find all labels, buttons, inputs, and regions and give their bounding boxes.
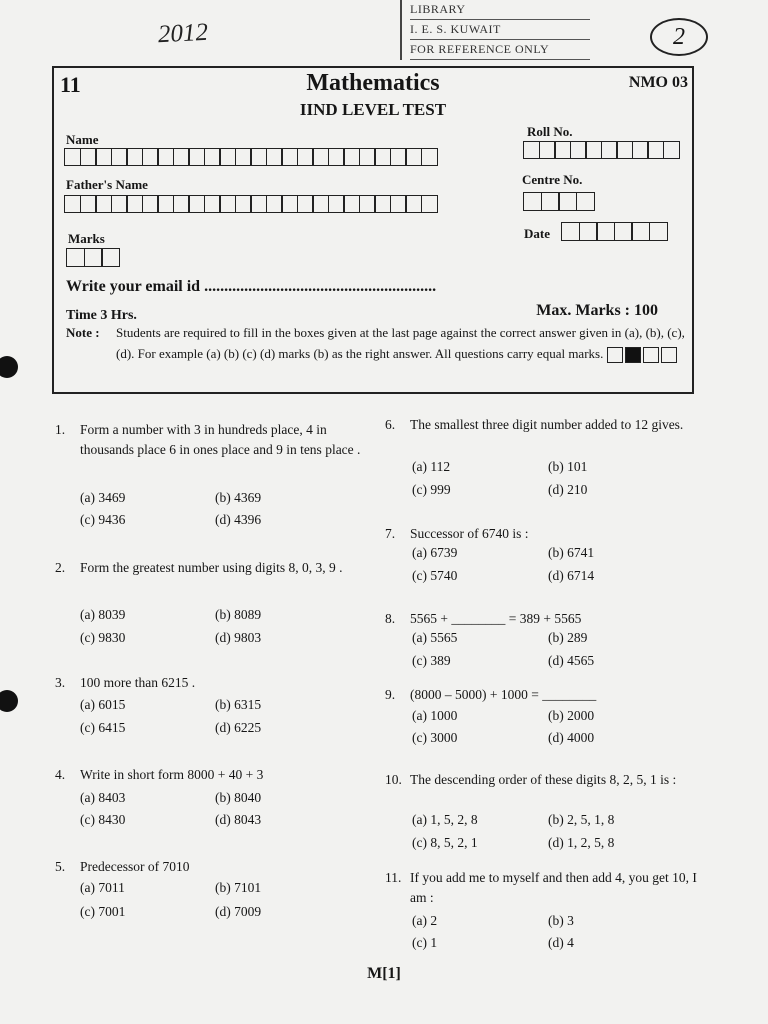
question-number: 2. xyxy=(55,560,66,575)
handwritten-year: 2012 xyxy=(157,18,209,49)
option-a[interactable]: (a) 1000 xyxy=(412,708,458,723)
entry-box[interactable] xyxy=(312,148,329,166)
entry-box[interactable] xyxy=(95,148,112,166)
entry-box[interactable] xyxy=(328,148,345,166)
entry-box[interactable] xyxy=(64,148,81,166)
entry-box[interactable] xyxy=(111,148,128,166)
question-2 xyxy=(55,558,375,578)
entry-box[interactable] xyxy=(84,248,103,267)
date-label: Date xyxy=(524,226,550,241)
entry-box[interactable] xyxy=(204,195,221,213)
option-c[interactable]: (c) 999 xyxy=(412,482,451,497)
option-c[interactable]: (c) 9436 xyxy=(80,512,126,527)
question-number: 11. xyxy=(385,870,402,885)
centre-label: Centre No. xyxy=(522,172,583,187)
question-text: The descending order of these digits 8, 2, 5, 1 is : xyxy=(410,772,677,787)
date-boxes[interactable] xyxy=(561,222,666,241)
entry-box[interactable] xyxy=(374,148,391,166)
entry-box[interactable] xyxy=(173,195,190,213)
entry-box[interactable] xyxy=(235,148,252,166)
option-c[interactable]: (c) 389 xyxy=(412,653,451,668)
question-9 xyxy=(385,685,700,705)
question-number: 3. xyxy=(55,675,66,690)
entry-box[interactable] xyxy=(343,195,360,213)
entry-box[interactable] xyxy=(405,195,422,213)
entry-box[interactable] xyxy=(421,195,438,213)
note-body: Students are required to fill in the boxes given at the last page against the correct answer given in (a), (b), (c), (d). For example (a) (b) (c) (d) marks (b) as the right answer. All questions carry equal marks. xyxy=(116,325,685,361)
entry-box[interactable] xyxy=(101,248,120,267)
option-b[interactable]: (b) 7101 xyxy=(215,880,262,895)
option-c[interactable]: (c) 7001 xyxy=(80,904,126,919)
question-10 xyxy=(385,770,700,790)
option-d[interactable]: (d) 8043 xyxy=(215,812,262,827)
class-number: 11 xyxy=(60,72,81,97)
entry-box[interactable] xyxy=(80,148,97,166)
option-c[interactable]: (c) 9830 xyxy=(80,630,126,645)
question-text: The smallest three digit number added to 12 gives. xyxy=(410,417,684,432)
question-text: If you add me to myself and then add 4, you get 10, I am : xyxy=(410,870,697,905)
father-label: Father's Name xyxy=(66,177,148,192)
entry-box[interactable] xyxy=(281,195,298,213)
option-c[interactable]: (c) 1 xyxy=(412,935,438,950)
entry-box[interactable] xyxy=(250,148,267,166)
question-5 xyxy=(55,857,375,877)
option-d[interactable]: (d) 210 xyxy=(548,482,588,497)
question-text: Write in short form 8000 + 40 + 3 xyxy=(80,767,264,782)
option-d[interactable]: (d) 6225 xyxy=(215,720,262,735)
question-text: Successor of 6740 is : xyxy=(410,526,529,541)
question-text: Form a number with 3 in hundreds place, 4 in thousands place 6 in ones place and 9 in tens place . xyxy=(80,422,361,457)
option-b[interactable]: (b) 101 xyxy=(548,459,588,474)
option-c[interactable]: (c) 6415 xyxy=(80,720,126,735)
entry-box[interactable] xyxy=(523,141,540,159)
name-boxes[interactable] xyxy=(64,148,436,166)
entry-box[interactable] xyxy=(266,195,283,213)
question-8 xyxy=(385,609,700,629)
question-text: Form the greatest number using digits 8, 0, 3, 9 . xyxy=(80,560,343,575)
option-b[interactable]: (b) 4369 xyxy=(215,490,262,505)
header-box xyxy=(52,66,694,394)
option-b[interactable]: (b) 3 xyxy=(548,913,574,928)
subject-title: Mathematics xyxy=(306,70,440,96)
entry-box[interactable] xyxy=(405,148,422,166)
question-3 xyxy=(55,673,375,693)
option-c[interactable]: (c) 8430 xyxy=(80,812,126,827)
example-mark-boxes xyxy=(607,347,679,363)
option-b[interactable]: (b) 8089 xyxy=(215,607,262,622)
option-d[interactable]: (d) 6714 xyxy=(548,568,595,583)
entry-box[interactable] xyxy=(576,192,595,211)
option-d[interactable]: (d) 4396 xyxy=(215,512,262,527)
marks-label: Marks xyxy=(68,231,105,246)
entry-box[interactable] xyxy=(390,148,407,166)
entry-box[interactable] xyxy=(374,195,391,213)
entry-box[interactable] xyxy=(328,195,345,213)
entry-box[interactable] xyxy=(614,222,633,241)
entry-box[interactable] xyxy=(157,148,174,166)
question-text: 100 more than 6215 . xyxy=(80,675,196,690)
question-number: 6. xyxy=(385,417,396,432)
option-a[interactable]: (a) 5565 xyxy=(412,630,458,645)
entry-box[interactable] xyxy=(554,141,571,159)
entry-box[interactable] xyxy=(632,141,649,159)
entry-box[interactable] xyxy=(235,195,252,213)
punch-hole xyxy=(0,690,18,712)
entry-box[interactable] xyxy=(188,195,205,213)
option-d[interactable]: (d) 4565 xyxy=(548,653,595,668)
entry-box[interactable] xyxy=(219,148,236,166)
entry-box[interactable] xyxy=(579,222,598,241)
question-number: 9. xyxy=(385,687,396,702)
question-1 xyxy=(55,420,375,460)
stamp-line-2: I. E. S. KUWAIT xyxy=(410,20,590,40)
entry-box[interactable] xyxy=(421,148,438,166)
option-c[interactable]: (c) 5740 xyxy=(412,568,458,583)
entry-box[interactable] xyxy=(204,148,221,166)
marks-boxes[interactable] xyxy=(66,248,119,267)
punch-hole xyxy=(0,356,18,378)
option-b[interactable]: (b) 6315 xyxy=(215,697,262,712)
question-number: 10. xyxy=(385,772,402,787)
max-marks: Max. Marks : 100 xyxy=(536,302,658,319)
entry-box[interactable] xyxy=(219,195,236,213)
question-11 xyxy=(385,868,700,908)
entry-box[interactable] xyxy=(157,195,174,213)
option-b[interactable]: (b) 2000 xyxy=(548,708,595,723)
option-d[interactable]: (d) 1, 2, 5, 8 xyxy=(548,835,615,850)
father-name-boxes[interactable] xyxy=(64,195,436,213)
entry-box[interactable] xyxy=(95,195,112,213)
entry-box[interactable] xyxy=(663,141,680,159)
entry-box[interactable] xyxy=(585,141,602,159)
option-a[interactable]: (a) 6739 xyxy=(412,545,458,560)
entry-box[interactable] xyxy=(250,195,267,213)
entry-box[interactable] xyxy=(126,195,143,213)
option-a[interactable]: (a) 112 xyxy=(412,459,451,474)
option-a[interactable]: (a) 1, 5, 2, 8 xyxy=(412,812,478,827)
entry-box[interactable] xyxy=(649,222,668,241)
entry-box[interactable] xyxy=(343,148,360,166)
entry-box[interactable] xyxy=(173,148,190,166)
note-label: Note : xyxy=(66,325,100,340)
page-footer: M[1] xyxy=(367,965,401,982)
option-a[interactable]: (a) 6015 xyxy=(80,697,126,712)
option-b[interactable]: (b) 6741 xyxy=(548,545,595,560)
question-6 xyxy=(385,415,700,435)
entry-box[interactable] xyxy=(266,148,283,166)
entry-box[interactable] xyxy=(66,248,85,267)
entry-box[interactable] xyxy=(390,195,407,213)
entry-box[interactable] xyxy=(558,192,577,211)
option-a[interactable]: (a) 8403 xyxy=(80,790,126,805)
option-d[interactable]: (d) 4 xyxy=(548,935,574,950)
question-number: 8. xyxy=(385,611,396,626)
entry-box[interactable] xyxy=(616,141,633,159)
question-number: 4. xyxy=(55,767,66,782)
entry-box[interactable] xyxy=(281,148,298,166)
question-text: 5565 + ________ = 389 + 5565 xyxy=(410,611,582,626)
centre-boxes[interactable] xyxy=(523,192,593,211)
roll-label: Roll No. xyxy=(527,124,573,139)
question-number: 1. xyxy=(55,422,66,437)
option-c[interactable]: (c) 3000 xyxy=(412,730,458,745)
entry-box[interactable] xyxy=(126,148,143,166)
entry-box[interactable] xyxy=(631,222,650,241)
entry-box[interactable] xyxy=(541,192,560,211)
option-b[interactable]: (b) 289 xyxy=(548,630,588,645)
option-d[interactable]: (d) 4000 xyxy=(548,730,595,745)
level-title: IIND LEVEL TEST xyxy=(299,100,447,119)
entry-box[interactable] xyxy=(142,195,159,213)
option-b[interactable]: (b) 2, 5, 1, 8 xyxy=(548,812,615,827)
option-d[interactable]: (d) 9803 xyxy=(215,630,262,645)
question-text: (8000 – 5000) + 1000 = ________ xyxy=(410,687,597,702)
entry-box[interactable] xyxy=(297,195,314,213)
roll-boxes[interactable] xyxy=(523,141,678,159)
question-number: 7. xyxy=(385,526,396,541)
entry-box[interactable] xyxy=(359,148,376,166)
question-4 xyxy=(55,765,375,785)
stamp-line-1: LIBRARY xyxy=(410,0,590,20)
option-a[interactable]: (a) 3469 xyxy=(80,490,126,505)
entry-box[interactable] xyxy=(64,195,81,213)
option-a[interactable]: (a) 7011 xyxy=(80,880,125,895)
entry-box[interactable] xyxy=(142,148,159,166)
paper-code: NMO 03 xyxy=(628,74,688,91)
question-7 xyxy=(385,524,700,544)
time-label: Time 3 Hrs. xyxy=(66,308,137,323)
email-field[interactable]: Write your email id .......................................................... xyxy=(66,278,437,295)
entry-box[interactable] xyxy=(80,195,97,213)
option-c[interactable]: (c) 8, 5, 2, 1 xyxy=(412,835,478,850)
entry-box[interactable] xyxy=(570,141,587,159)
page-number-circle: 2 xyxy=(650,18,708,56)
entry-box[interactable] xyxy=(359,195,376,213)
entry-box[interactable] xyxy=(297,148,314,166)
library-stamp xyxy=(400,0,590,60)
question-text: Predecessor of 7010 xyxy=(80,859,190,874)
question-number: 5. xyxy=(55,859,66,874)
entry-box[interactable] xyxy=(539,141,556,159)
stamp-line-3: FOR REFERENCE ONLY xyxy=(410,40,590,60)
entry-box[interactable] xyxy=(188,148,205,166)
option-a[interactable]: (a) 2 xyxy=(412,913,438,928)
option-a[interactable]: (a) 8039 xyxy=(80,607,126,622)
entry-box[interactable] xyxy=(312,195,329,213)
entry-box[interactable] xyxy=(596,222,615,241)
instructions-note xyxy=(66,322,685,361)
option-b[interactable]: (b) 8040 xyxy=(215,790,262,805)
entry-box[interactable] xyxy=(601,141,618,159)
name-label: Name xyxy=(66,132,99,147)
note-text xyxy=(116,322,686,364)
entry-box[interactable] xyxy=(647,141,664,159)
option-d[interactable]: (d) 7009 xyxy=(215,904,262,919)
entry-box[interactable] xyxy=(523,192,542,211)
entry-box[interactable] xyxy=(561,222,580,241)
entry-box[interactable] xyxy=(111,195,128,213)
